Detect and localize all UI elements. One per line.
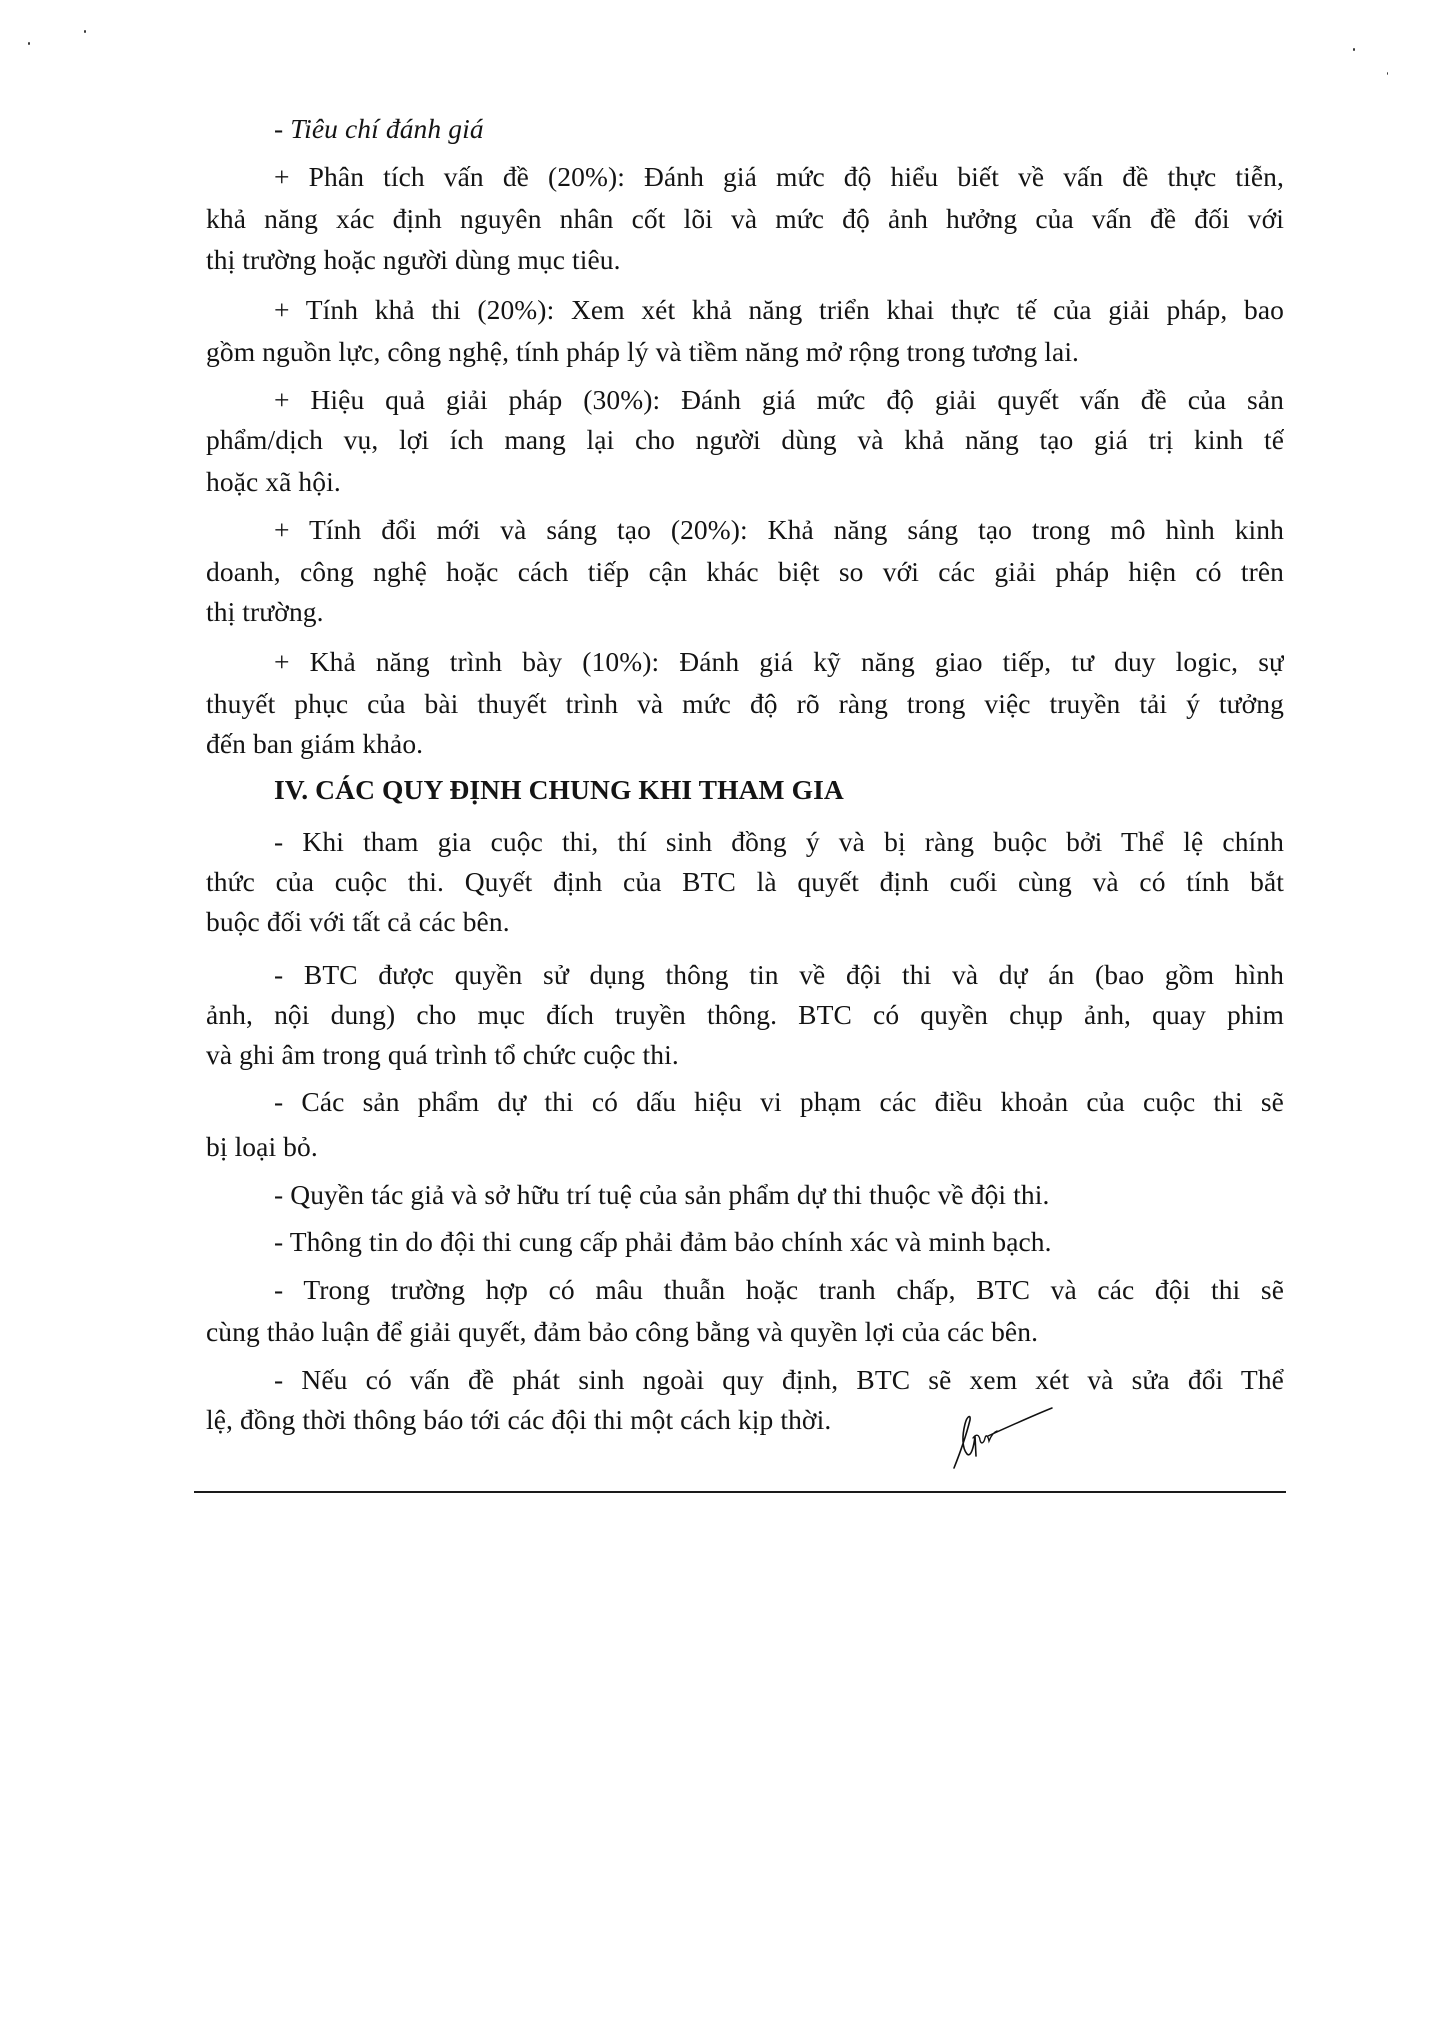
text-line: hoặc xã hội. <box>206 466 341 497</box>
text-line: bị loại bỏ. <box>206 1131 318 1162</box>
text-line: + Hiệu quả giải pháp (30%): Đánh giá mức độ giải quyết vấn đề của sản <box>274 384 1284 415</box>
scan-speck <box>28 42 30 45</box>
text-line: và ghi âm trong quá trình tổ chức cuộc thi. <box>206 1039 679 1070</box>
text-line: thị trường. <box>206 596 324 627</box>
scan-speck <box>84 30 86 33</box>
text-line: IV. CÁC QUY ĐỊNH CHUNG KHI THAM GIA <box>274 774 844 805</box>
text-line: ảnh, nội dung) cho mục đích truyền thông. BTC có quyền chụp ảnh, quay phim <box>206 999 1284 1030</box>
text-line: - Trong trường hợp có mâu thuẫn hoặc tranh chấp, BTC và các đội thi sẽ <box>274 1274 1284 1305</box>
text-line: thị trường hoặc người dùng mục tiêu. <box>206 244 621 275</box>
text-line: lệ, đồng thời thông báo tới các đội thi một cách kịp thời. <box>206 1404 832 1435</box>
text-line: + Phân tích vấn đề (20%): Đánh giá mức độ hiểu biết về vấn đề thực tiễn, <box>274 161 1284 192</box>
text-line: - Tiêu chí đánh giá <box>274 113 484 144</box>
signature-icon <box>940 1398 1055 1473</box>
text-line: thuyết phục của bài thuyết trình và mức độ rõ ràng trong việc truyền tải ý tưởng <box>206 688 1284 719</box>
text-line: - Các sản phẩm dự thi có dấu hiệu vi phạm các điều khoản của cuộc thi sẽ <box>274 1086 1284 1117</box>
text-line: - Thông tin do đội thi cung cấp phải đảm bảo chính xác và minh bạch. <box>274 1226 1052 1257</box>
text-line: khả năng xác định nguyên nhân cốt lõi và mức độ ảnh hưởng của vấn đề đối với <box>206 203 1284 234</box>
footer-divider <box>194 1491 1286 1493</box>
text-line: - Khi tham gia cuộc thi, thí sinh đồng ý và bị ràng buộc bởi Thể lệ chính <box>274 826 1284 857</box>
text-line: doanh, công nghệ hoặc cách tiếp cận khác biệt so với các giải pháp hiện có trên <box>206 556 1284 587</box>
text-line: phẩm/dịch vụ, lợi ích mang lại cho người dùng và khả năng tạo giá trị kinh tế <box>206 424 1284 455</box>
text-line: thức của cuộc thi. Quyết định của BTC là quyết định cuối cùng và có tính bắt <box>206 866 1284 897</box>
text-line: + Tính khả thi (20%): Xem xét khả năng triển khai thực tế của giải pháp, bao <box>274 294 1284 325</box>
text-line: buộc đối với tất cả các bên. <box>206 906 510 937</box>
scan-speck <box>1353 48 1355 51</box>
text-line: + Khả năng trình bày (10%): Đánh giá kỹ năng giao tiếp, tư duy logic, sự <box>274 646 1284 677</box>
text-line: + Tính đổi mới và sáng tạo (20%): Khả năng sáng tạo trong mô hình kinh <box>274 514 1284 545</box>
text-line: đến ban giám khảo. <box>206 728 424 759</box>
text-line: cùng thảo luận để giải quyết, đảm bảo công bằng và quyền lợi của các bên. <box>206 1316 1039 1347</box>
scan-speck <box>1387 72 1388 75</box>
text-line: - BTC được quyền sử dụng thông tin về đội thi và dự án (bao gồm hình <box>274 959 1284 990</box>
text-line: - Nếu có vấn đề phát sinh ngoài quy định, BTC sẽ xem xét và sửa đổi Thể <box>274 1364 1284 1395</box>
text-line: gồm nguồn lực, công nghệ, tính pháp lý và tiềm năng mở rộng trong tương lai. <box>206 336 1080 367</box>
text-line: - Quyền tác giả và sở hữu trí tuệ của sản phẩm dự thi thuộc về đội thi. <box>274 1179 1050 1210</box>
